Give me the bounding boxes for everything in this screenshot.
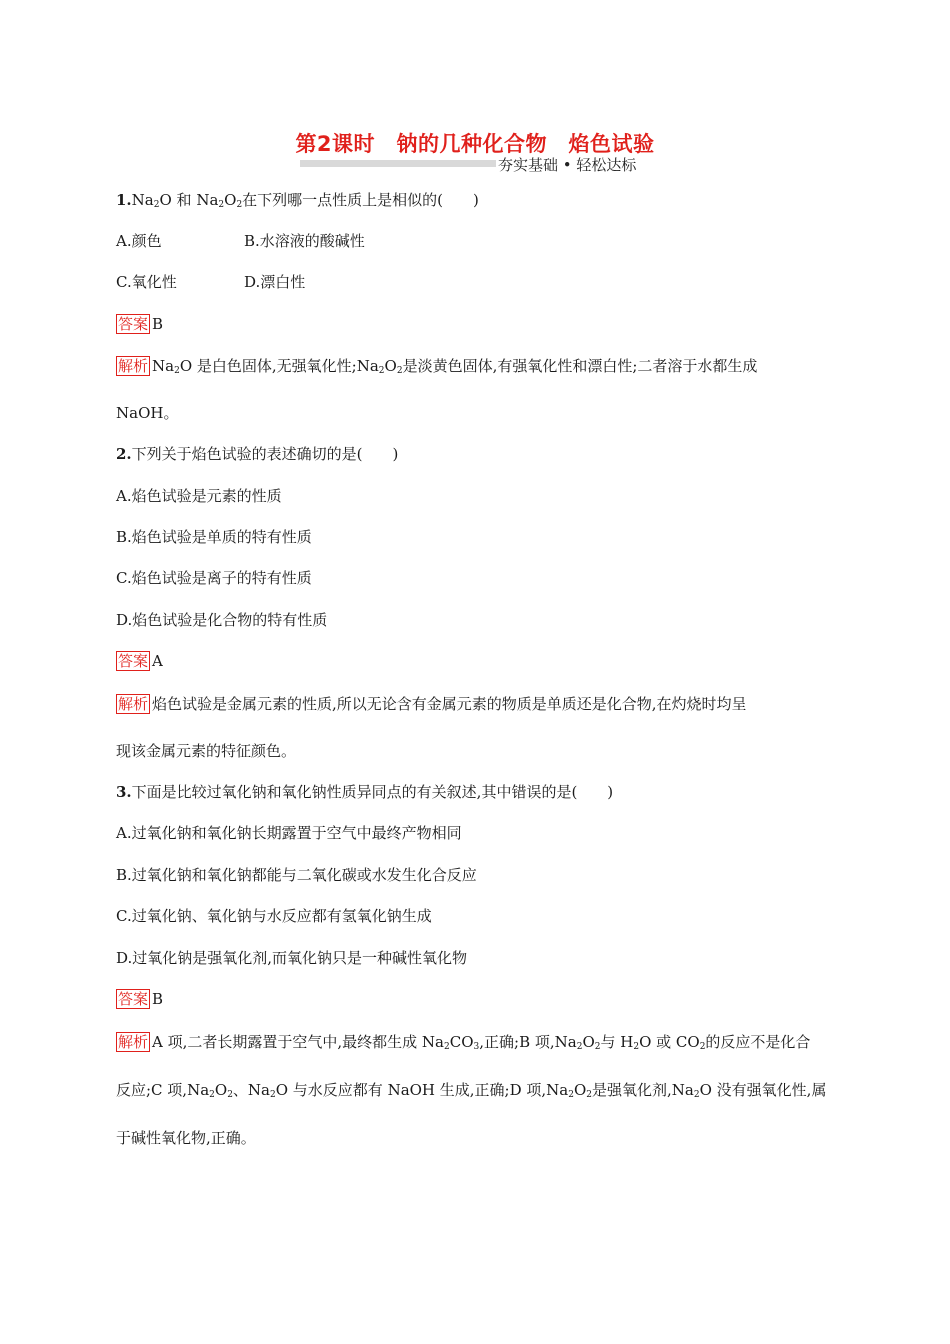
question-2-answer — [116, 651, 163, 671]
question-1-answer — [116, 314, 163, 334]
section-subtitle: 夯实基础 • 轻松达标 — [498, 156, 637, 174]
question-2-option-a: A.焰色试验是元素的性质 — [116, 487, 282, 505]
question-2-option-d: D.焰色试验是化合物的特有性质 — [116, 611, 328, 629]
question-1-analysis-line-1: 解析 $Na_2O$ 是白色固体,无强氧化性$;Na_2O_2$是淡黄色固体,有强氧化性和漂白性;二者溶于水都生成 — [118, 357, 758, 376]
question-1-analysis-line-2: NaOH。 — [116, 404, 179, 422]
question-1-option-c: C.氧化性 — [116, 273, 177, 291]
question-3-analysis-line-3: 于碱性氧化物,正确。 — [116, 1129, 256, 1147]
question-3-option-a: A.过氧化钠和氧化钠长期露置于空气中最终产物相同 — [116, 824, 462, 842]
answer-value: B — [152, 990, 164, 1008]
analysis-tag: 解析 — [118, 695, 149, 713]
answer-tag: 答案 — [118, 315, 149, 333]
subtitle-divider — [300, 160, 496, 167]
question-2-number: 2. — [116, 445, 132, 463]
answer-tag: 答案 — [118, 652, 149, 670]
question-2-stem: 2.下列关于焰色试验的表述确切的是( ) — [116, 445, 399, 463]
question-3-stem: 3.下面是比较过氧化钠和氧化钠性质异同点的有关叙述,其中错误的是( ) — [116, 783, 614, 801]
analysis-tag: 解析 — [118, 357, 149, 375]
question-1-option-a: A.颜色 — [116, 232, 162, 250]
question-2-option-c: C.焰色试验是离子的特有性质 — [116, 569, 312, 587]
question-3-analysis-line-1: 解析 A 项,二者长期露置于空气中,最终都生成 $Na_2CO_3$,正确;B 项$,Na_2O_2$与 $H_2O$ 或 $CO_2$的反应不是化合 — [118, 1033, 811, 1052]
question-1-option-b: B.水溶液的酸碱性 — [244, 232, 365, 250]
question-1-stem: $1.Na_2O$ 和 $Na_2O_2$在下列哪一点性质上是相似的( ) — [116, 191, 479, 210]
question-3-number: 3. — [116, 783, 132, 801]
question-1-number: 1. — [116, 191, 132, 209]
answer-value: B — [152, 315, 164, 333]
analysis-tag: 解析 — [118, 1033, 149, 1051]
answer-tag: 答案 — [118, 990, 149, 1008]
question-3-option-b: B.过氧化钠和氧化钠都能与二氧化碳或水发生化合反应 — [116, 866, 477, 884]
question-3-option-c: C.过氧化钠、氧化钠与水反应都有氢氧化钠生成 — [116, 907, 432, 925]
question-3-option-d: D.过氧化钠是强氧化剂,而氧化钠只是一种碱性氧化物 — [116, 949, 468, 967]
question-2-analysis-line-2: 现该金属元素的特征颜色。 — [116, 742, 297, 760]
question-2-analysis-line-1: 解析 焰色试验是金属元素的性质,所以无论含有金属元素的物质是单质还是化合物,在灼烧时均呈 — [118, 695, 747, 713]
question-3-analysis-line-2: 反应;C 项$,Na_2O_2$、$Na_2O$ 与水反应都有 NaOH 生成,正确;D 项$,Na_2O_2$是强氧化剂$,Na_2O$ 没有强氧化性,属 — [116, 1081, 827, 1100]
question-1-option-d: D.漂白性 — [244, 273, 306, 291]
page-title: 第2课时 钠的几种化合物 焰色试验 — [295, 132, 655, 156]
answer-value: A — [152, 652, 163, 670]
question-3-answer — [116, 989, 163, 1009]
question-2-option-b: B.焰色试验是单质的特有性质 — [116, 528, 312, 546]
